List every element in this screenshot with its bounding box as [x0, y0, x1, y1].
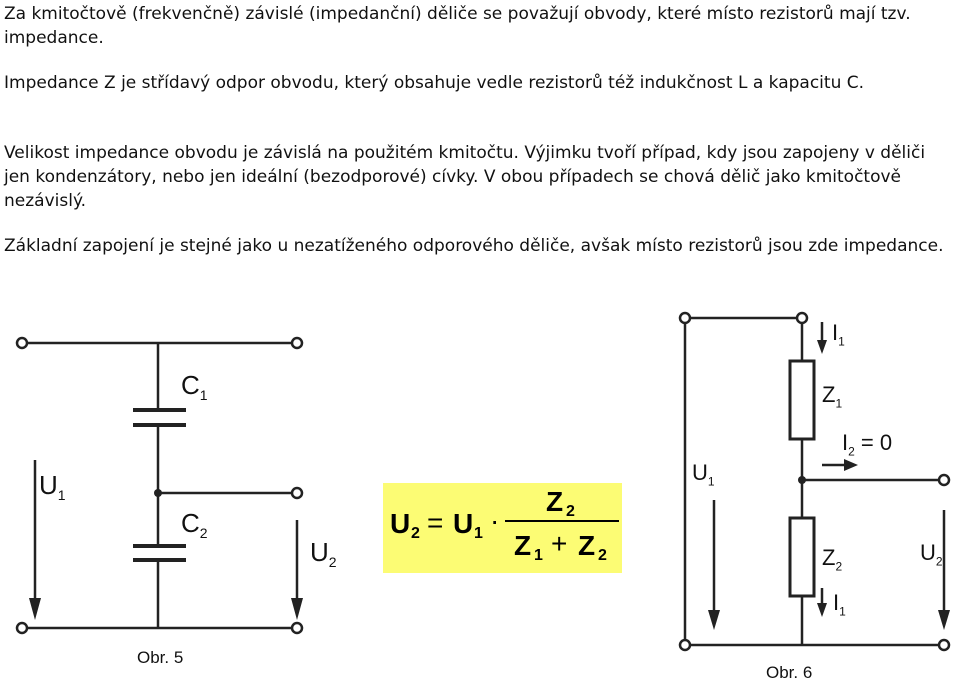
formula-denominator-b-sub: 2 — [598, 547, 607, 564]
label-i2 — [842, 430, 892, 458]
formula-denominator-a-main: Z — [514, 530, 532, 561]
label-u1-fig5-sub: 1 — [57, 487, 66, 504]
formula-factor-main: U — [453, 508, 474, 539]
label-i2-main: I — [842, 430, 849, 455]
label-i1-bottom-sub: 1 — [839, 604, 846, 619]
formula-fraction-bar — [505, 520, 619, 522]
voltage-divider-formula — [383, 483, 622, 573]
z2-box — [790, 518, 814, 596]
formula-lhs-main: U — [390, 508, 411, 539]
label-z2-sub: 2 — [835, 559, 843, 574]
label-i1-top-main: I — [832, 320, 839, 345]
label-z2 — [822, 545, 842, 573]
i1-top-arrow-head — [817, 340, 827, 354]
label-u2-fig5-main: U — [310, 537, 329, 567]
i1-bottom-arrow-head — [817, 603, 827, 617]
label-c1-sub: 1 — [199, 387, 208, 404]
formula-denominator-b-main: Z — [578, 530, 596, 561]
caption-obr-5: Obr. 5 — [137, 648, 184, 667]
formula-numerator-main: Z — [546, 486, 564, 517]
label-i1-top — [832, 320, 845, 348]
label-i1-bottom-main: I — [833, 590, 840, 615]
label-i2-sub: 2 — [848, 444, 855, 459]
label-z1 — [822, 382, 842, 410]
label-u2-fig5-sub: 2 — [328, 554, 337, 571]
label-z2-main: Z — [822, 545, 836, 570]
label-i1-top-sub: 1 — [838, 334, 845, 349]
formula-numerator-sub: 2 — [566, 503, 575, 520]
paragraph-intro: Za kmitočtově (frekvenčně) závislé (impedanční) děliče se považují obvody, které místo rezistorů mají tzv. impedance. — [4, 4, 911, 48]
formula-lhs-sub: 2 — [411, 525, 420, 542]
terminal-mid-right-fig6 — [939, 475, 949, 485]
terminal-top-right-fig6 — [797, 313, 807, 323]
terminal-bottom-left-fig6 — [680, 640, 690, 650]
terminal-bottom-right-fig6 — [939, 640, 949, 650]
paragraph-basic-connection: Základní zapojení je stejné jako u nezatíženého odporového děliče, avšak místo rezistorů jsou zde impedance. — [4, 236, 944, 256]
caption-obr-6: Obr. 6 — [766, 663, 813, 682]
label-i2-suffix: = 0 — [854, 430, 893, 455]
paragraph-impedance: Impedance Z je střídavý odpor obvodu, který obsahuje vedle rezistorů též indukčnost L a kapacitu C. — [4, 73, 865, 93]
formula-plus: + — [551, 528, 568, 559]
label-u2-fig6-main: U — [920, 540, 936, 565]
label-c1-main: C — [181, 370, 200, 400]
label-c2-main: C — [181, 508, 200, 538]
u1-fig6-arrow-head — [708, 610, 720, 630]
label-z1-main: Z — [822, 382, 836, 407]
formula-dot: · — [490, 505, 500, 536]
label-u1-fig5-main: U — [39, 470, 58, 500]
label-u1-fig6-main: U — [692, 460, 708, 485]
label-c2-sub: 2 — [199, 525, 208, 542]
i2-arrow-head — [844, 459, 858, 471]
formula-denominator-a-sub: 1 — [534, 547, 543, 564]
label-u2-fig6-sub: 2 — [935, 554, 943, 569]
z1-box — [790, 361, 814, 439]
formula-equals: = — [427, 507, 444, 538]
label-u1-fig6-sub: 1 — [707, 474, 715, 489]
label-z1-sub: 1 — [835, 396, 843, 411]
label-u2-fig6 — [920, 540, 943, 568]
paragraph-frequency: Velikost impedance obvodu je závislá na použitém kmitočtu. Výjimku tvoří případ, kdy jsou zapojeny v děliči jen kondenzátory, nebo jen ideální (bezodporové) cívky. V obou případech se chová dělič jako kmitočtově nezávislý. — [4, 143, 926, 211]
formula-factor-sub: 1 — [474, 525, 483, 542]
label-i1-bottom — [833, 590, 846, 618]
label-u1-fig6 — [692, 460, 715, 488]
terminal-top-left-fig6 — [680, 313, 690, 323]
u2-fig6-arrow-head — [938, 610, 950, 630]
node-junction-fig6 — [798, 476, 806, 484]
